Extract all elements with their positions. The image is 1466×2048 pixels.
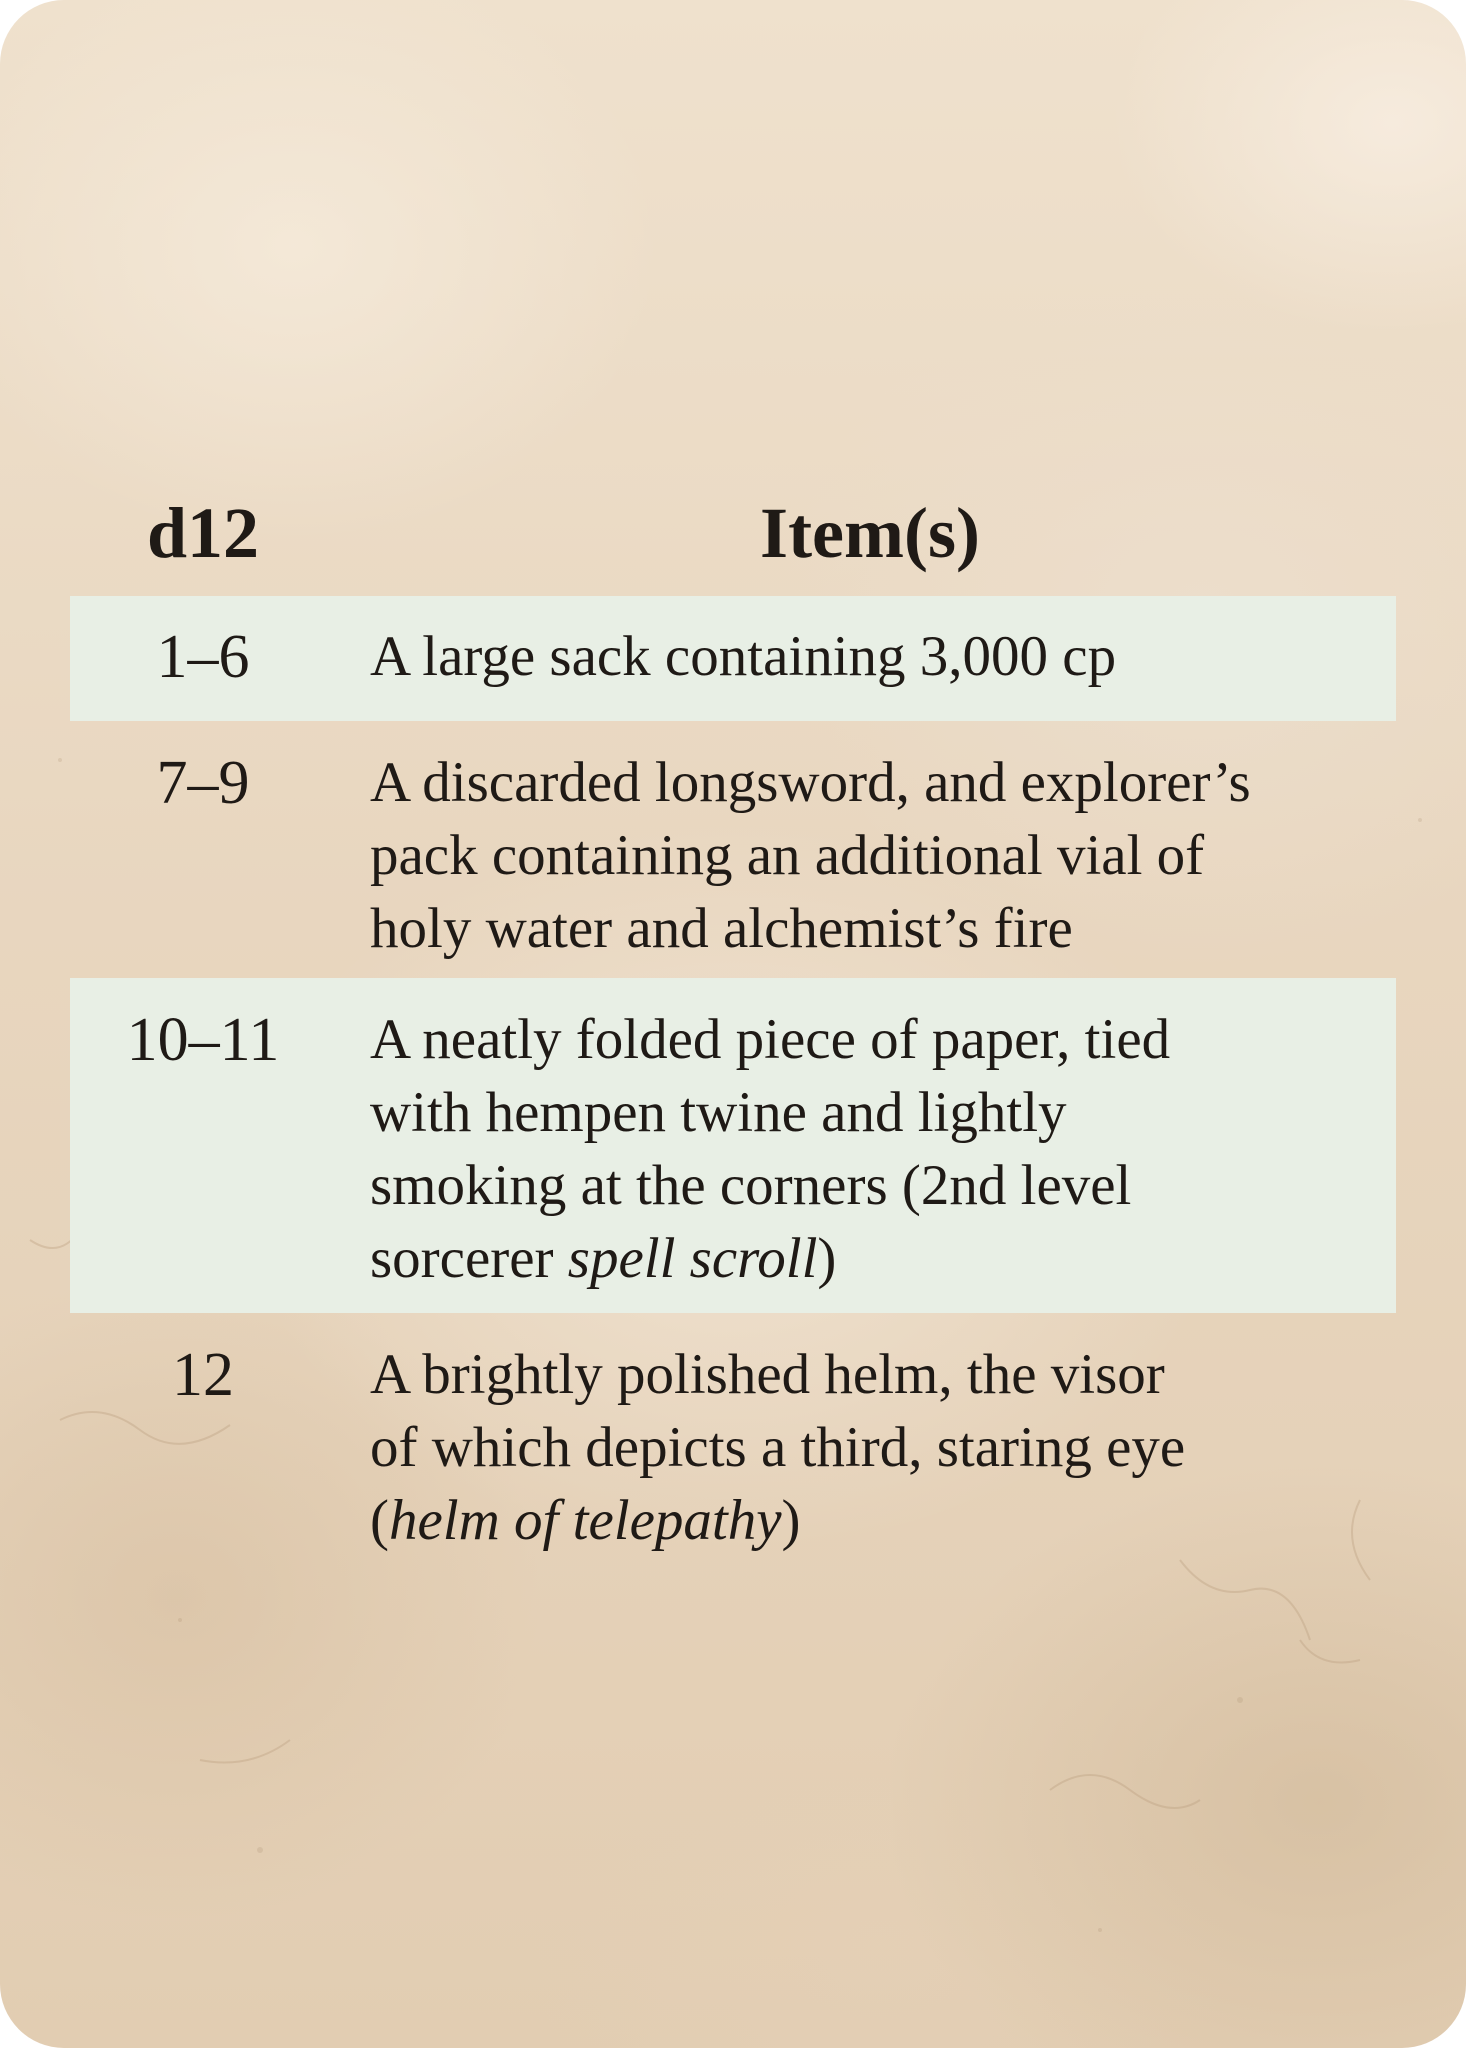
description-text: pack containing an additional vial of: [370, 824, 1205, 887]
italic-item-name: spell scroll: [567, 1227, 818, 1290]
loot-table: [70, 470, 1396, 1553]
description-text: ): [817, 1227, 837, 1290]
roll-range: 1–6: [156, 623, 250, 691]
description-text: (: [370, 1489, 389, 1552]
description-line: [370, 746, 1396, 819]
roll-range: 12: [172, 1341, 234, 1409]
description-text: smoking at the corners (2nd level: [370, 1154, 1132, 1217]
description-text: A brightly polished helm, the visor: [370, 1343, 1165, 1406]
description-text: sorcerer: [370, 1227, 568, 1290]
description-line: [370, 1484, 1396, 1557]
description-line: [370, 1076, 1396, 1149]
table-row: [70, 721, 1396, 978]
description-line: [370, 1411, 1396, 1484]
description-line: [370, 1149, 1396, 1222]
column-header-items: Item(s): [760, 493, 980, 573]
item-description: [336, 1313, 1396, 1557]
table-row: [70, 596, 1396, 721]
description-text: A discarded longsword, and explorer’s: [370, 751, 1251, 814]
description-line: [370, 819, 1396, 892]
description-text: ): [781, 1489, 801, 1552]
description-text: A large sack containing 3,000 cp: [370, 625, 1117, 688]
description-text: with hempen twine and lightly: [370, 1081, 1067, 1144]
description-line: [370, 892, 1396, 965]
item-description: [336, 978, 1396, 1295]
item-description: [336, 721, 1396, 965]
description-text: A neatly folded piece of paper, tied: [370, 1008, 1171, 1071]
description-text: of which depicts a third, staring eye: [370, 1416, 1186, 1479]
description-line: [370, 1338, 1396, 1411]
description-text: holy water and alchemist’s fire: [370, 897, 1073, 960]
italic-item-name: helm of telepathy: [388, 1489, 782, 1552]
item-description: [336, 596, 1396, 693]
description-line: [370, 1222, 1396, 1295]
column-header-roll: d12: [146, 493, 260, 573]
roll-range: 10–11: [126, 1006, 280, 1074]
description-line: [370, 620, 1396, 693]
roll-range: 7–9: [156, 749, 250, 817]
description-line: [370, 1003, 1396, 1076]
table-row: [70, 978, 1396, 1313]
table-header: [70, 470, 1396, 596]
table-row: [70, 1313, 1396, 1553]
